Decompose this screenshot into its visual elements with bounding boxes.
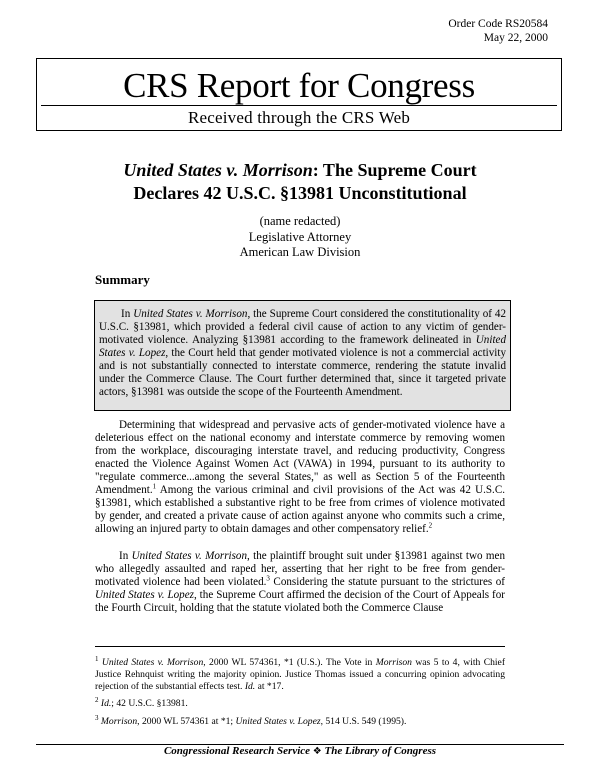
body-paragraph-2: In United States v. Morrison, the plaintiff brought suit under §13981 against two men who allegedly assaulted and raped her, asserting that her right to be free from gender-motivated violence had been violated.$^3$ Considering the statute pursuant to the strictures of United States v. Lopez, the Supreme Court affirmed the decision of the Court of Appeals for the Fourth Circuit, holding that the statute violated both the Commerce Clause xyxy=(95,550,505,614)
order-info xyxy=(448,17,548,45)
footnotes xyxy=(95,654,506,734)
page-footer xyxy=(36,745,564,757)
banner-rule xyxy=(41,105,557,106)
summary-text: In United States v. Morrison, the Supreme Court considered the constitutionality of 42 U.S.C. §13981, which provided a federal civil cause of action to any victim of gender-motivated violence. Analyzing §13981 according to the framework delineated in United States v. Lopez, the Court held that gender motivated violence is not a commercial activity and is not substantially connected to interstate commerce, rendering the statute invalid under the Commerce Clause. The Court further determined that, since it targeted private actors, §13981 was outside the scope of the Fourteenth Amendment. xyxy=(99,308,507,398)
footnote-divider xyxy=(95,646,505,647)
report-title xyxy=(60,159,540,205)
footnote-ref-1[interactable]: 1 xyxy=(152,482,157,491)
author-name: (name redacted) xyxy=(259,214,341,228)
report-date: May 22, 2000 xyxy=(483,32,548,44)
banner-subtitle: Received through the CRS Web xyxy=(187,108,411,127)
banner-title: CRS Report for Congress xyxy=(123,66,475,105)
footer-loc: The Library of Congress xyxy=(324,745,437,757)
report-banner xyxy=(36,58,562,131)
footnote-3: $^3$ Morrison, 2000 WL 574361 at *1; United States v. Lopez, 514 U.S. 549 (1995). xyxy=(95,714,407,728)
summary-heading: Summary xyxy=(95,272,150,287)
author-block xyxy=(150,214,450,261)
title-case-name: United States v. Morrison xyxy=(123,160,313,180)
footnote-1: $^1$ United States v. Morrison, 2000 WL 574361, *1 (U.S.). The Vote in Morrison was 5 to 4, with Chief Justice Rehnquist writing the majority opinion. Justice Thomas issued a concurring opinion advocating rejection of the substantial effects test. Id. at *17. xyxy=(95,654,506,692)
footer-crs: Congressional Research Service xyxy=(163,745,311,757)
title-line-2: Declares 42 U.S.C. §13981 Unconstitutional xyxy=(133,183,467,203)
footnote-2: $^2$ Id.; 42 U.S.C. §13981. xyxy=(95,696,188,710)
title-rest: : The Supreme Court xyxy=(312,160,477,180)
author-division: American Law Division xyxy=(239,245,361,259)
footnote-ref-2[interactable]: 2 xyxy=(428,521,433,530)
diamond-icon: ❖ xyxy=(312,746,322,757)
footnote-ref-3[interactable]: 3 xyxy=(266,574,270,583)
author-position: Legislative Attorney xyxy=(248,229,352,244)
summary-box xyxy=(94,300,511,411)
order-code: Order Code RS20584 xyxy=(448,18,548,30)
body-paragraph-1: Determining that widespread and pervasive acts of gender-motivated violence have a deleterious effect on the national economy and interstate commerce by removing women from the workplace, discouraging interstate travel, and reducing productivity, Congress enacted the Violence Against Women Act (VAWA) in 1994, pursuant to its authority to "regulate commerce...among the several States," as well as Section 5 of the Fourteenth Amendment.$^1$ Among the various criminal and civil provisions of the Act was 42 U.S.C. §13981, which established a substantive right to be free from crimes of violence motivated by gender, and created a private cause of action against anyone who commits such a crime, allowing an injured party to obtain damages and other compensatory relief.$^2$ xyxy=(95,419,505,535)
